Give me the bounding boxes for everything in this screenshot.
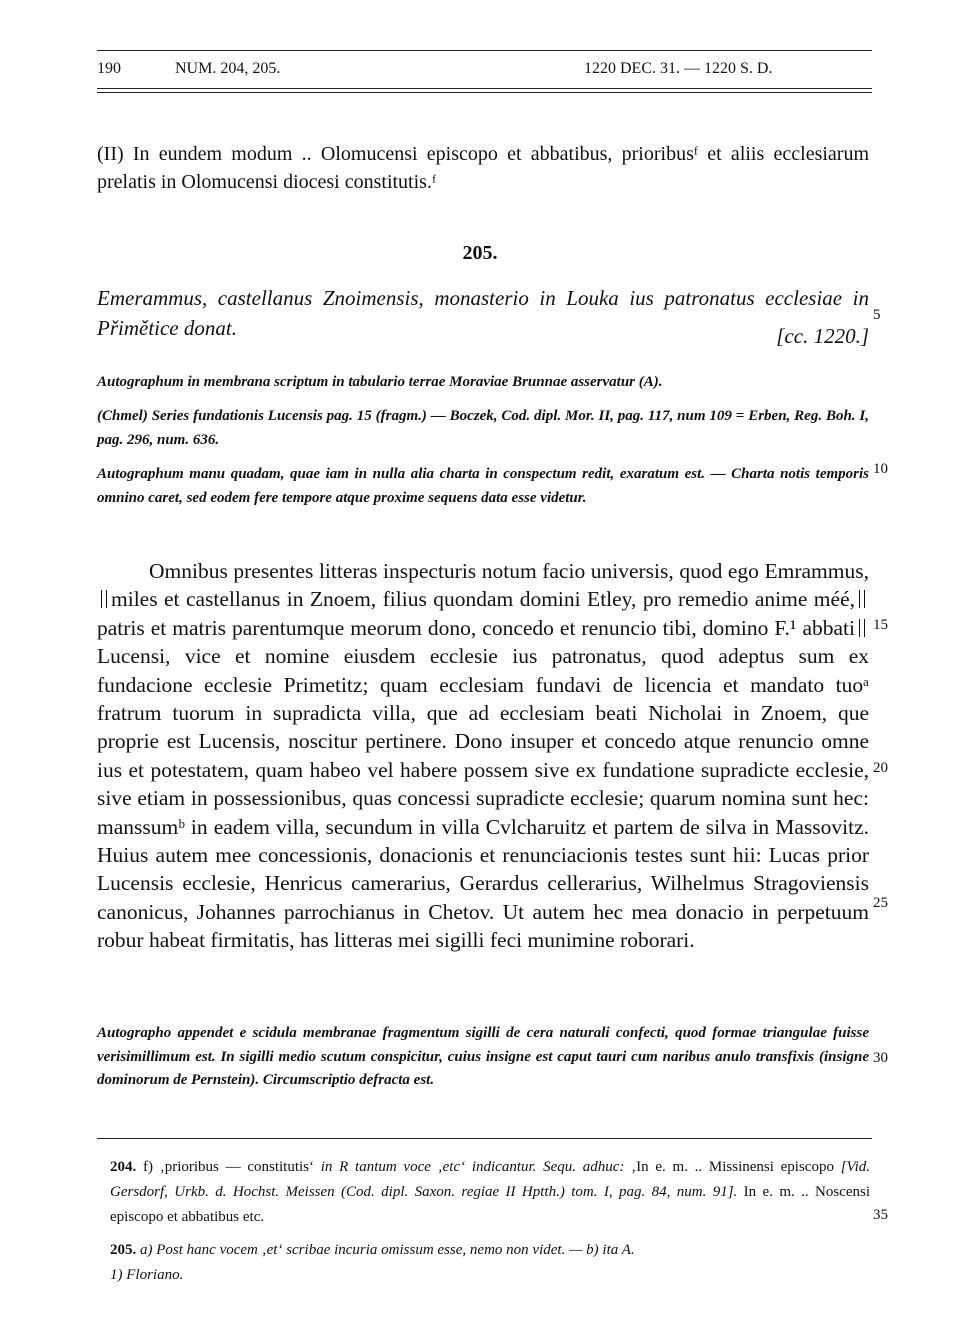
top-rule <box>97 50 872 51</box>
footnote-204-part-b: in R tantum voce ‚etc‘ indicantur. Sequ. adhuc: <box>320 1159 625 1175</box>
footnote-rule <box>97 1138 872 1139</box>
regest <box>97 283 869 351</box>
line-number: 30 <box>873 1050 888 1066</box>
footnote-204-part-c: ‚In e. m. .. Missinensi episcopo <box>631 1159 834 1175</box>
charter-text-3: patris et matris parentumque meorum dono, concedo et renuncio tibi, domino F.¹ abbati <box>97 615 855 640</box>
line-break-mark <box>101 590 107 608</box>
charter-text-4: Lucensi, vice et nomine eiusdem ecclesie ius patronatus, quod adeptus sum ex fundacione ecclesie Primetitz; quam ecclesiam fundavi de licencia et mandato tuoᵃ fratrum tuorum in supradicta villa, que ad ecclesiam beati Nicholai in Znoem, que proprie est Lucensis, noscitur pertinere. Dono insuper et concedo atque renuncio omne ius et potestatem, quam habeo vel habere possem sive ex fundatione supradicte ecclesie, sive etiam in possessionibus, quas concessi supradicte ecclesie; quarum nomina sunt hec: manssumᵇ in eadem villa, secundum in villa Cvlcharuitz et partem de silva in Massovitz. Huius autem mee concessionis, donacionis et renunciacionis testes sunt hii: Lucas prior Lucensis ecclesie, Henricus camerarius, Gerardus cellerarius, Wilhelmus Stragoviensis canonicus, Johannes parrochianus in Chetov. Ut autem hec mea donacio in perpetuum robur habeat firmitatis, has litteras mei sigilli feci munimine roborari. <box>97 644 869 953</box>
charter-text-2: miles et castellanus in Znoem, filius quondam domini Etley, pro remedio anime méé, <box>111 587 855 612</box>
footnote-205 <box>110 1238 870 1288</box>
footnote-205-part-a: a) Post hanc vocem ‚et‘ scribae incuria omissum esse, nemo non videt. — b) ita A. <box>140 1242 635 1258</box>
apparatus-note-3: Autographum manu quadam, quae iam in nulla alia charta in conspectum redit, exaratum est. — Charta notis temporis omnino caret, sed eodem fere tempore atque proxime sequens data esse videtur. <box>97 466 869 506</box>
lead-paragraph: (II) In eundem modum .. Olomucensi episcopo et abbatibus, prioribusᶠ et aliis ecclesiarum prelatis in Olomucensi diocesi constitutis.ᶠ <box>97 143 869 193</box>
header-doc-numbers: NUM. 204, 205. <box>175 60 281 77</box>
apparatus-note-1: Autographum in membrana scriptum in tabulario terrae Moraviae Brunnae asservatur (A). <box>97 374 663 390</box>
footnote-204 <box>110 1155 870 1230</box>
footnote-205-key: 205. <box>110 1242 137 1258</box>
header-date-range: 1220 DEC. 31. — 1220 S. D. <box>584 60 773 77</box>
footnote-204-part-d: [Vid. Gersdorf, Urkb. d. Hochst. Meissen (Cod. dipl. Saxon. regiae II Hptth.) tom. I, pag. 84, num. 91]. <box>110 1159 871 1200</box>
line-number: 5 <box>873 307 881 323</box>
line-break-mark <box>859 619 865 637</box>
line-number: 35 <box>873 1207 888 1223</box>
line-break-mark <box>859 590 865 608</box>
regest-text: Emerammus, castellanus Znoimensis, monasterio in Louka ius patronatus ecclesiae in Přimětice donat. <box>97 286 869 340</box>
footnote-204-key: 204. <box>110 1159 137 1175</box>
footnote-205-part-b: 1) Floriano. <box>110 1267 184 1283</box>
footnote-204-part-a: f) ‚prioribus — constitutis‘ <box>142 1159 314 1175</box>
document-number: 205. <box>462 242 498 264</box>
seal-description: Autographo appendet e scidula membranae fragmentum sigilli de cera naturali confecti, quod formae triangulae fuisse verisimillimum est. In sigilli medio scutum conspicitur, cuius insigne est caput tauri cum naribus anulo transfixis (insigne dominorum de Pernstein). Circumscriptio defracta est. <box>97 1025 869 1088</box>
page-number: 190 <box>97 60 121 77</box>
apparatus-note-2: (Chmel) Series fundationis Lucensis pag. 15 (fragm.) — Boczek, Cod. dipl. Mor. II, pag. 117, num 109 = Erben, Reg. Boh. I, pag. 296, num. 636. <box>97 408 869 448</box>
header-double-rule <box>97 88 872 93</box>
line-number: 25 <box>873 895 888 911</box>
document-date: [cc. 1220.] <box>776 324 869 348</box>
line-number: 20 <box>873 760 888 776</box>
running-head <box>97 60 872 84</box>
line-number: 10 <box>873 461 888 477</box>
charter-text <box>97 557 869 955</box>
charter-text-1: Omnibus presentes litteras inspecturis notum facio universis, quod ego Emrammus, <box>149 559 869 583</box>
line-number: 15 <box>873 617 888 633</box>
footnote-204-part-e: In e. m. .. Noscensi episcopo et abbatibus etc. <box>110 1184 870 1225</box>
